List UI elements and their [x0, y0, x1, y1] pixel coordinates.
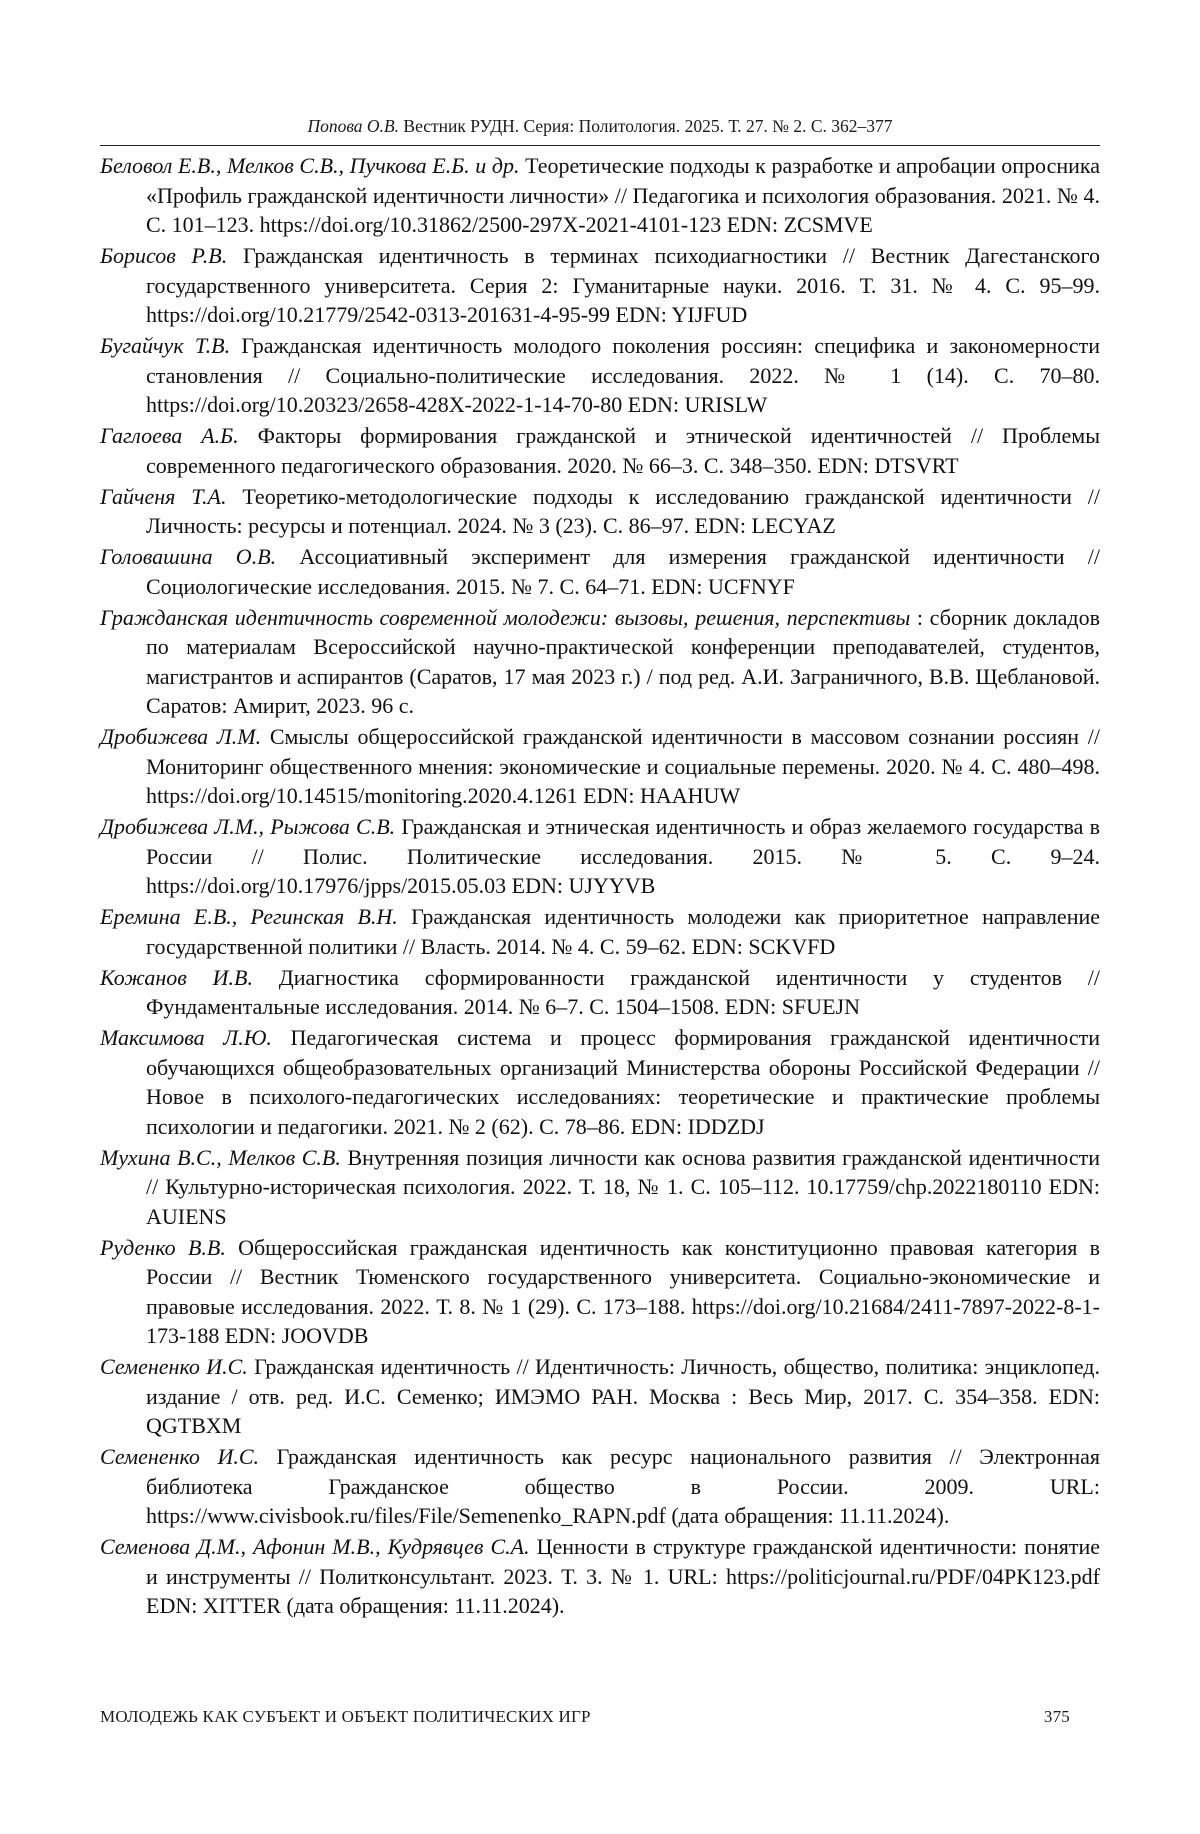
reference-item — [100, 482, 1100, 541]
reference-text: Педагогическая система и процесс формирования гражданской идентичности обучающихся общеобразовательных организаций Министерства обороны Российской Федерации // Новое в психолого-педагогических исследованиях: теоретические и практические проблемы психологии и педагогики. 2021. № 2 (62). С. 78–86. EDN: IDDZDJ — [146, 1025, 1100, 1139]
reference-item — [100, 1023, 1100, 1141]
reference-item — [100, 421, 1100, 480]
reference-authors: Гражданская идентичность современной молодежи: вызовы, решения, перспективы — [100, 605, 910, 630]
reference-authors: Семененко И.С. — [100, 1354, 248, 1379]
reference-authors: Бугайчук Т.В. — [100, 333, 230, 358]
reference-text: : сборник докладов по материалам Всероссийской научно-практической конференции преподавателей, студентов, магистрантов и аспирантов (Саратов, 17 мая 2023 г.) / под ред. А.И. Заграничного, В.В. Щеблановой. Саратов: Амирит, 2023. 96 с. — [146, 605, 1100, 719]
reference-text: Ассоциативный эксперимент для измерения гражданской идентичности // Социологические исследования. 2015. № 7. С. 64–71. EDN: UCFNYF — [146, 544, 1100, 599]
reference-item — [100, 1233, 1100, 1351]
header-rule — [100, 145, 1100, 146]
reference-authors: Гайченя Т.А. — [100, 484, 227, 509]
reference-authors: Кожанов И.В. — [100, 965, 253, 990]
page-number: 375 — [1044, 1706, 1070, 1728]
reference-text: Гражданская идентичность молодежи как приоритетное направление государственной политики // Власть. 2014. № 4. С. 59–62. EDN: SCKVFD — [146, 904, 1100, 959]
running-header-authors: Попова О.В. — [307, 116, 399, 136]
reference-item — [100, 902, 1100, 961]
reference-text: Ценности в структуре гражданской идентичности: понятие и инструменты // Политконсультант. 2023. Т. 3. № 1. URL: https://politicjournal.ru/PDF/04PK123.pdf EDN: XITTER (дата обращения: 11.11.2024). — [146, 1534, 1100, 1618]
reference-authors: Мухина В.С., Мелков С.В. — [100, 1145, 341, 1170]
reference-item — [100, 1143, 1100, 1232]
reference-item — [100, 722, 1100, 811]
reference-text: Гражданская идентичность // Идентичность: Личность, общество, политика: энциклопед. издание / отв. ред. И.С. Семенко; ИМЭМО РАН. Москва : Весь Мир, 2017. С. 354–358. EDN: QGTBXM — [146, 1354, 1100, 1438]
reference-authors: Гаглоева А.Б. — [100, 423, 239, 448]
reference-item — [100, 1352, 1100, 1441]
reference-text: Теоретические подходы к разработке и апробации опросника «Профиль гражданской идентичности личности» // Педагогика и психология образования. 2021. № 4. С. 101–123. https://doi.org/10.31862/2500-297X-2021-4101-123 EDN: ZCSMVE — [146, 153, 1100, 237]
reference-authors: Борисов Р.В. — [100, 243, 227, 268]
reference-item — [100, 603, 1100, 721]
reference-authors: Головашина О.В. — [100, 544, 276, 569]
reference-authors: Еремина Е.В., Регинская В.Н. — [100, 904, 398, 929]
reference-text: Факторы формирования гражданской и этнической идентичностей // Проблемы современного педагогического образования. 2020. № 66–3. С. 348–350. EDN: DTSVRT — [146, 423, 1100, 478]
reference-item — [100, 1532, 1100, 1621]
reference-authors: Беловол Е.В., Мелков С.В., Пучкова Е.Б. и др. — [100, 153, 520, 178]
reference-text: Теоретико-методологические подходы к исследованию гражданской идентичности // Личность: ресурсы и потенциал. 2024. № 3 (23). С. 86–97. EDN: LECYAZ — [146, 484, 1100, 539]
reference-text: Общероссийская гражданская идентичность как конституционно правовая категория в России // Вестник Тюменского государственного университета. Социально-экономические и правовые исследования. 2022. Т. 8. № 1 (29). С. 173–188. https://doi.org/10.21684/2411-7897-2022-8-1-173-188 EDN: JOOVDB — [146, 1235, 1100, 1349]
running-header — [100, 114, 1100, 138]
reference-text: Внутренняя позиция личности как основа развития гражданской идентичности // Культурно-историческая психология. 2022. Т. 18, № 1. С. 105–112. 10.17759/chp.2022180110 EDN: AUIENS — [146, 1145, 1100, 1229]
reference-item — [100, 241, 1100, 330]
reference-authors: Дробижева Л.М. — [100, 724, 261, 749]
reference-text: Гражданская идентичность молодого поколения россиян: специфика и закономерности становления // Социально-политические исследования. 2022. № 1 (14). С. 70–80. https://doi.org/10.20323/2658-428X-2022-1-14-70-80 EDN: URISLW — [146, 333, 1100, 417]
reference-text: Гражданская и этническая идентичность и образ желаемого государства в России // Полис. Политические исследования. 2015. № 5. С. 9–24. https://doi.org/10.17976/jpps/2015.05.03 EDN: UJYYVB — [146, 814, 1100, 898]
reference-item — [100, 1442, 1100, 1531]
reference-text: Гражданская идентичность в терминах психодиагностики // Вестник Дагестанского государственного университета. Серия 2: Гуманитарные науки. 2016. Т. 31. № 4. С. 95–99. https://doi.org/10.21779/2542-0313-201631-4-95-99 EDN: YIJFUD — [146, 243, 1100, 327]
reference-text: Диагностика сформированности гражданской идентичности у студентов // Фундаментальные исследования. 2014. № 6–7. С. 1504–1508. EDN: SFUEJN — [146, 965, 1100, 1020]
reference-item — [100, 812, 1100, 901]
reference-authors: Семенова Д.М., Афонин М.В., Кудрявцев С.А. — [100, 1534, 530, 1559]
reference-item — [100, 542, 1100, 601]
reference-item — [100, 963, 1100, 1022]
reference-list — [100, 151, 1100, 1622]
reference-authors: Максимова Л.Ю. — [100, 1025, 272, 1050]
reference-authors: Руденко В.В. — [100, 1235, 226, 1260]
reference-text: Гражданская идентичность как ресурс национального развития // Электронная библиотека Гражданское общество в России. 2009. URL: https://www.civisbook.ru/files/File/Semenenko_RAPN.pdf (дата обращения: 11.11.2024). — [146, 1444, 1100, 1528]
reference-authors: Дробижева Л.М., Рыжова С.В. — [100, 814, 395, 839]
reference-item — [100, 331, 1100, 420]
reference-text: Смыслы общероссийской гражданской идентичности в массовом сознании россиян // Мониторинг общественного мнения: экономические и социальные перемены. 2020. № 4. С. 480–498. https://doi.org/10.14515/monitoring.2020.4.1261 EDN: HAAHUW — [146, 724, 1100, 808]
footer-section-title: МОЛОДЕЖЬ КАК СУБЪЕКТ И ОБЪЕКТ ПОЛИТИЧЕСКИХ ИГР — [100, 1707, 591, 1726]
running-footer — [100, 1706, 1100, 1728]
reference-authors: Семененко И.С. — [100, 1444, 259, 1469]
reference-item — [100, 151, 1100, 240]
running-header-journal: Вестник РУДН. Серия: Политология. 2025. Т. 27. № 2. С. 362–377 — [399, 116, 893, 136]
